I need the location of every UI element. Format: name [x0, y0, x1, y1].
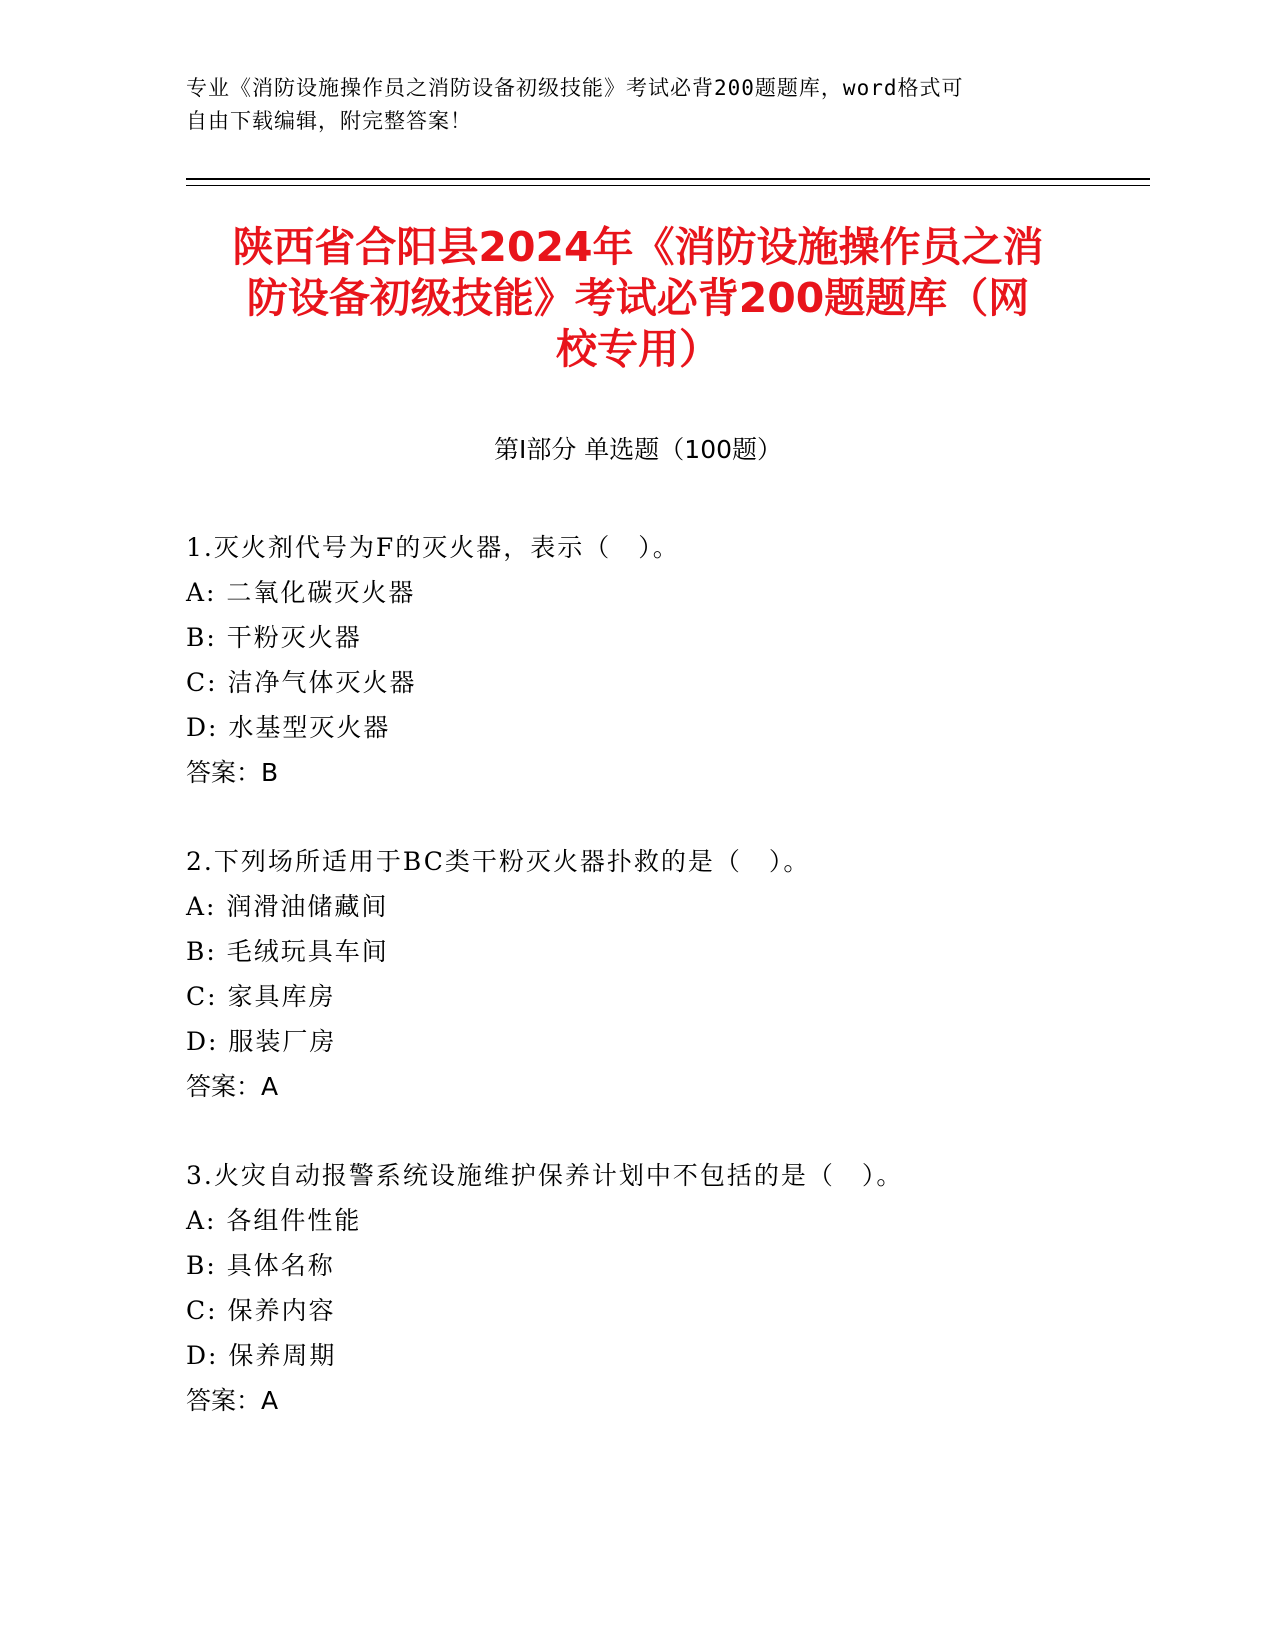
- question-stem: 1.灭火剂代号为F的灭火器，表示（ ）。: [186, 533, 680, 562]
- answer-label: 答案：B: [186, 758, 279, 787]
- option-d: D: 水基型灭火器: [186, 713, 391, 742]
- option-d: D: 服装厂房: [186, 1027, 337, 1056]
- question-3: [186, 1153, 1146, 1423]
- option-d: D: 保养周期: [186, 1341, 337, 1370]
- section-heading: 第Ⅰ部分 单选题（100题）: [493, 435, 783, 464]
- question-2: [186, 839, 1146, 1109]
- answer-label: 答案：A: [186, 1386, 279, 1415]
- header-rule-thin: [186, 185, 1150, 186]
- option-a: A: 二氧化碳灭火器: [186, 578, 416, 607]
- option-b: B: 具体名称: [186, 1251, 335, 1280]
- intro-line-1: 专业《消防设施操作员之消防设备初级技能》考试必背200题题库，word格式可: [186, 76, 964, 100]
- title-line-3: 校专用）: [556, 325, 720, 373]
- question-list: [186, 525, 1146, 1467]
- option-a: A: 润滑油储藏间: [186, 892, 389, 921]
- question-1: [186, 525, 1146, 795]
- question-stem: 3.火灾自动报警系统设施维护保养计划中不包括的是（ ）。: [186, 1161, 904, 1190]
- option-c: C: 洁净气体灭火器: [186, 668, 417, 697]
- intro-text: [186, 72, 1066, 138]
- option-c: C: 保养内容: [186, 1296, 336, 1325]
- option-c: C: 家具库房: [186, 982, 336, 1011]
- intro-line-2: 自由下载编辑，附完整答案！: [186, 109, 472, 133]
- option-b: B: 干粉灭火器: [186, 623, 362, 652]
- title-line-1: 陕西省合阳县2024年《消防设施操作员之消: [232, 223, 1044, 271]
- option-b: B: 毛绒玩具车间: [186, 937, 389, 966]
- option-a: A: 各组件性能: [186, 1206, 362, 1235]
- question-stem: 2.下列场所适用于BC类干粉灭火器扑救的是（ ）。: [186, 847, 811, 876]
- title-line-2: 防设备初级技能》考试必背200题题库（网: [246, 274, 1030, 322]
- document-title: [186, 222, 1090, 375]
- header-rule-thick: [186, 178, 1150, 180]
- answer-label: 答案：A: [186, 1072, 279, 1101]
